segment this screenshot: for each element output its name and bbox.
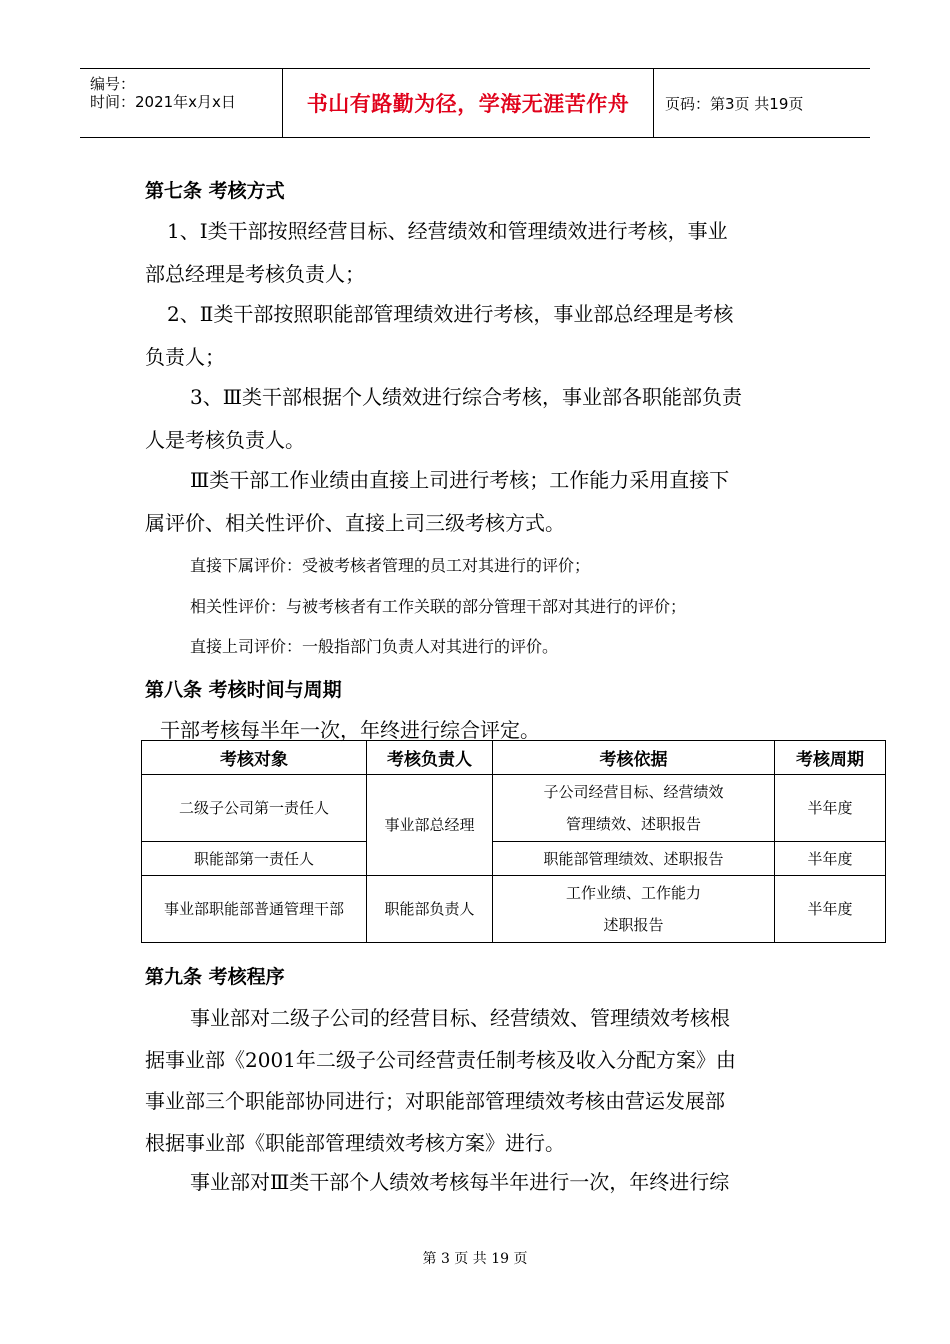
table-row [142,775,886,842]
table-cell: 半年度 [775,775,886,842]
article7-paragraph: 人是考核负责人。 [145,428,305,452]
table-cell: 半年度 [775,842,886,876]
assessment-table [141,740,886,943]
table-cell: 半年度 [775,876,886,943]
article7-subitem: 直接下属评价：受被考核者管理的员工对其进行的评价； [190,556,591,575]
article9-paragraph: 事业部对Ⅲ类干部个人绩效考核每半年进行一次，年终进行综 [190,1170,730,1194]
table-header-cell: 考核周期 [775,741,886,775]
table-row [142,842,886,876]
article7-paragraph: 3、Ⅲ类干部根据个人绩效进行综合考核，事业部各职能部负责 [190,385,743,409]
article8-title: 第八条 考核时间与周期 [145,679,342,701]
article9-title: 第九条 考核程序 [145,966,285,988]
table-header-cell: 考核负责人 [367,741,493,775]
table-cell: 二级子公司第一责任人 [142,775,367,842]
header-meta [80,69,282,137]
article7-paragraph: 部总经理是考核负责人； [145,262,365,286]
article7-paragraph: 属评价、相关性评价、直接上司三级考核方式。 [145,511,565,535]
document-header [80,68,870,138]
article7-subitem: 相关性评价：与被考核者有工作关联的部分管理干部对其进行的评价； [190,597,687,616]
basis-line: 管理绩效、述职报告 [565,815,701,833]
header-motto: 书山有路勤为径，学海无涯苦作舟 [306,92,630,116]
article7-paragraph: 负责人； [145,345,225,369]
basis-line: 工作业绩、工作能力 [565,884,701,902]
article7-paragraph: 1、Ⅰ类干部按照经营目标、经营绩效和管理绩效进行考核，事业 [167,219,728,243]
table-header-cell: 考核对象 [142,741,367,775]
header-time: 时间：2021年x月x日 [90,93,236,111]
article7-subitem: 直接上司评价：一般指部门负责人对其进行的评价。 [190,637,559,656]
table-cell: 职能部管理绩效、述职报告 [493,842,775,876]
article9-paragraph: 事业部三个职能部协同进行；对职能部管理绩效考核由营运发展部 [145,1089,725,1113]
basis-line: 述职报告 [603,916,664,934]
table-cell: 事业部总经理 [367,775,493,876]
article7-paragraph: 2、Ⅱ类干部按照职能部管理绩效进行考核，事业部总经理是考核 [167,302,734,326]
article9-paragraph: 事业部对二级子公司的经营目标、经营绩效、管理绩效考核根 [190,1006,730,1030]
table-row [142,876,886,943]
basis-line: 子公司经营目标、经营绩效 [543,783,724,801]
table-header-cell: 考核依据 [493,741,775,775]
table-cell: 事业部职能部普通管理干部 [142,876,367,943]
table-cell [493,775,775,842]
header-divider [653,69,654,137]
table-cell: 职能部负责人 [367,876,493,943]
article7-title: 第七条 考核方式 [145,180,285,202]
article8-intro: 干部考核每半年一次，年终进行综合评定。 [160,718,540,742]
table-cell: 职能部第一责任人 [142,842,367,876]
article9-paragraph: 根据事业部《职能部管理绩效考核方案》进行。 [145,1131,565,1155]
table-cell [493,876,775,943]
header-number: 编号： [90,75,136,93]
article9-paragraph: 据事业部《2001年二级子公司经营责任制考核及收入分配方案》由 [145,1048,736,1072]
table-header-row [142,741,886,775]
header-page-info: 页码：第3页 共19页 [665,94,804,113]
page-footer: 第 3 页 共 19 页 [422,1251,528,1267]
article7-paragraph: Ⅲ类干部工作业绩由直接上司进行考核；工作能力采用直接下 [190,468,730,492]
